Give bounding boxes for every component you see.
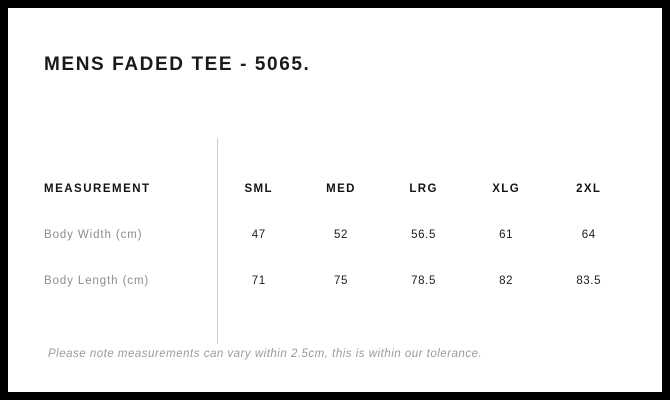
row-label-body-width: Body Width (cm) [44, 212, 217, 258]
size-chart-table-wrap [44, 138, 630, 344]
cell-body-length-lrg: 78.5 [411, 275, 436, 287]
cell-body-length-sml: 71 [251, 275, 266, 287]
cell-body-width-2xl: 64 [581, 229, 596, 241]
table-row [44, 258, 630, 304]
row-label-body-length: Body Length (cm) [44, 258, 217, 304]
cell-body-length-xlg: 82 [499, 275, 514, 287]
column-header-xlg: XLG [492, 183, 521, 195]
spacer-cell [300, 304, 383, 344]
column-header-med: MED [326, 183, 356, 195]
spacer-cell [465, 304, 548, 344]
column-header-2xl: 2XL [576, 183, 602, 195]
table-spacer-row-bottom [44, 304, 630, 344]
spacer-cell [44, 138, 217, 166]
table-spacer-row-top [44, 138, 630, 166]
spacer-cell [382, 138, 465, 166]
spacer-cell [465, 138, 548, 166]
column-header-measurement: MEASUREMENT [44, 166, 217, 212]
column-header-sml: SML [244, 183, 273, 195]
table-row [44, 212, 630, 258]
cell-body-length-med: 75 [334, 275, 349, 287]
size-chart-page [8, 8, 662, 392]
tolerance-note: Please note measurements can vary within 2.5cm, this is within our tolerance. [48, 348, 483, 360]
spacer-cell [547, 304, 630, 344]
cell-body-width-sml: 47 [251, 229, 266, 241]
cell-body-width-xlg: 61 [499, 229, 514, 241]
spacer-cell [382, 304, 465, 344]
cell-body-width-med: 52 [334, 229, 349, 241]
spacer-cell [547, 138, 630, 166]
page-title: MENS FADED TEE - 5065. [44, 54, 311, 75]
spacer-cell [44, 304, 217, 344]
cell-body-length-2xl: 83.5 [576, 275, 602, 287]
table-header-row [44, 166, 630, 212]
spacer-cell [300, 138, 383, 166]
spacer-cell [217, 138, 300, 166]
spacer-cell [217, 304, 300, 344]
cell-body-width-lrg: 56.5 [411, 229, 436, 241]
column-header-lrg: LRG [409, 183, 438, 195]
size-chart-table [44, 138, 630, 344]
